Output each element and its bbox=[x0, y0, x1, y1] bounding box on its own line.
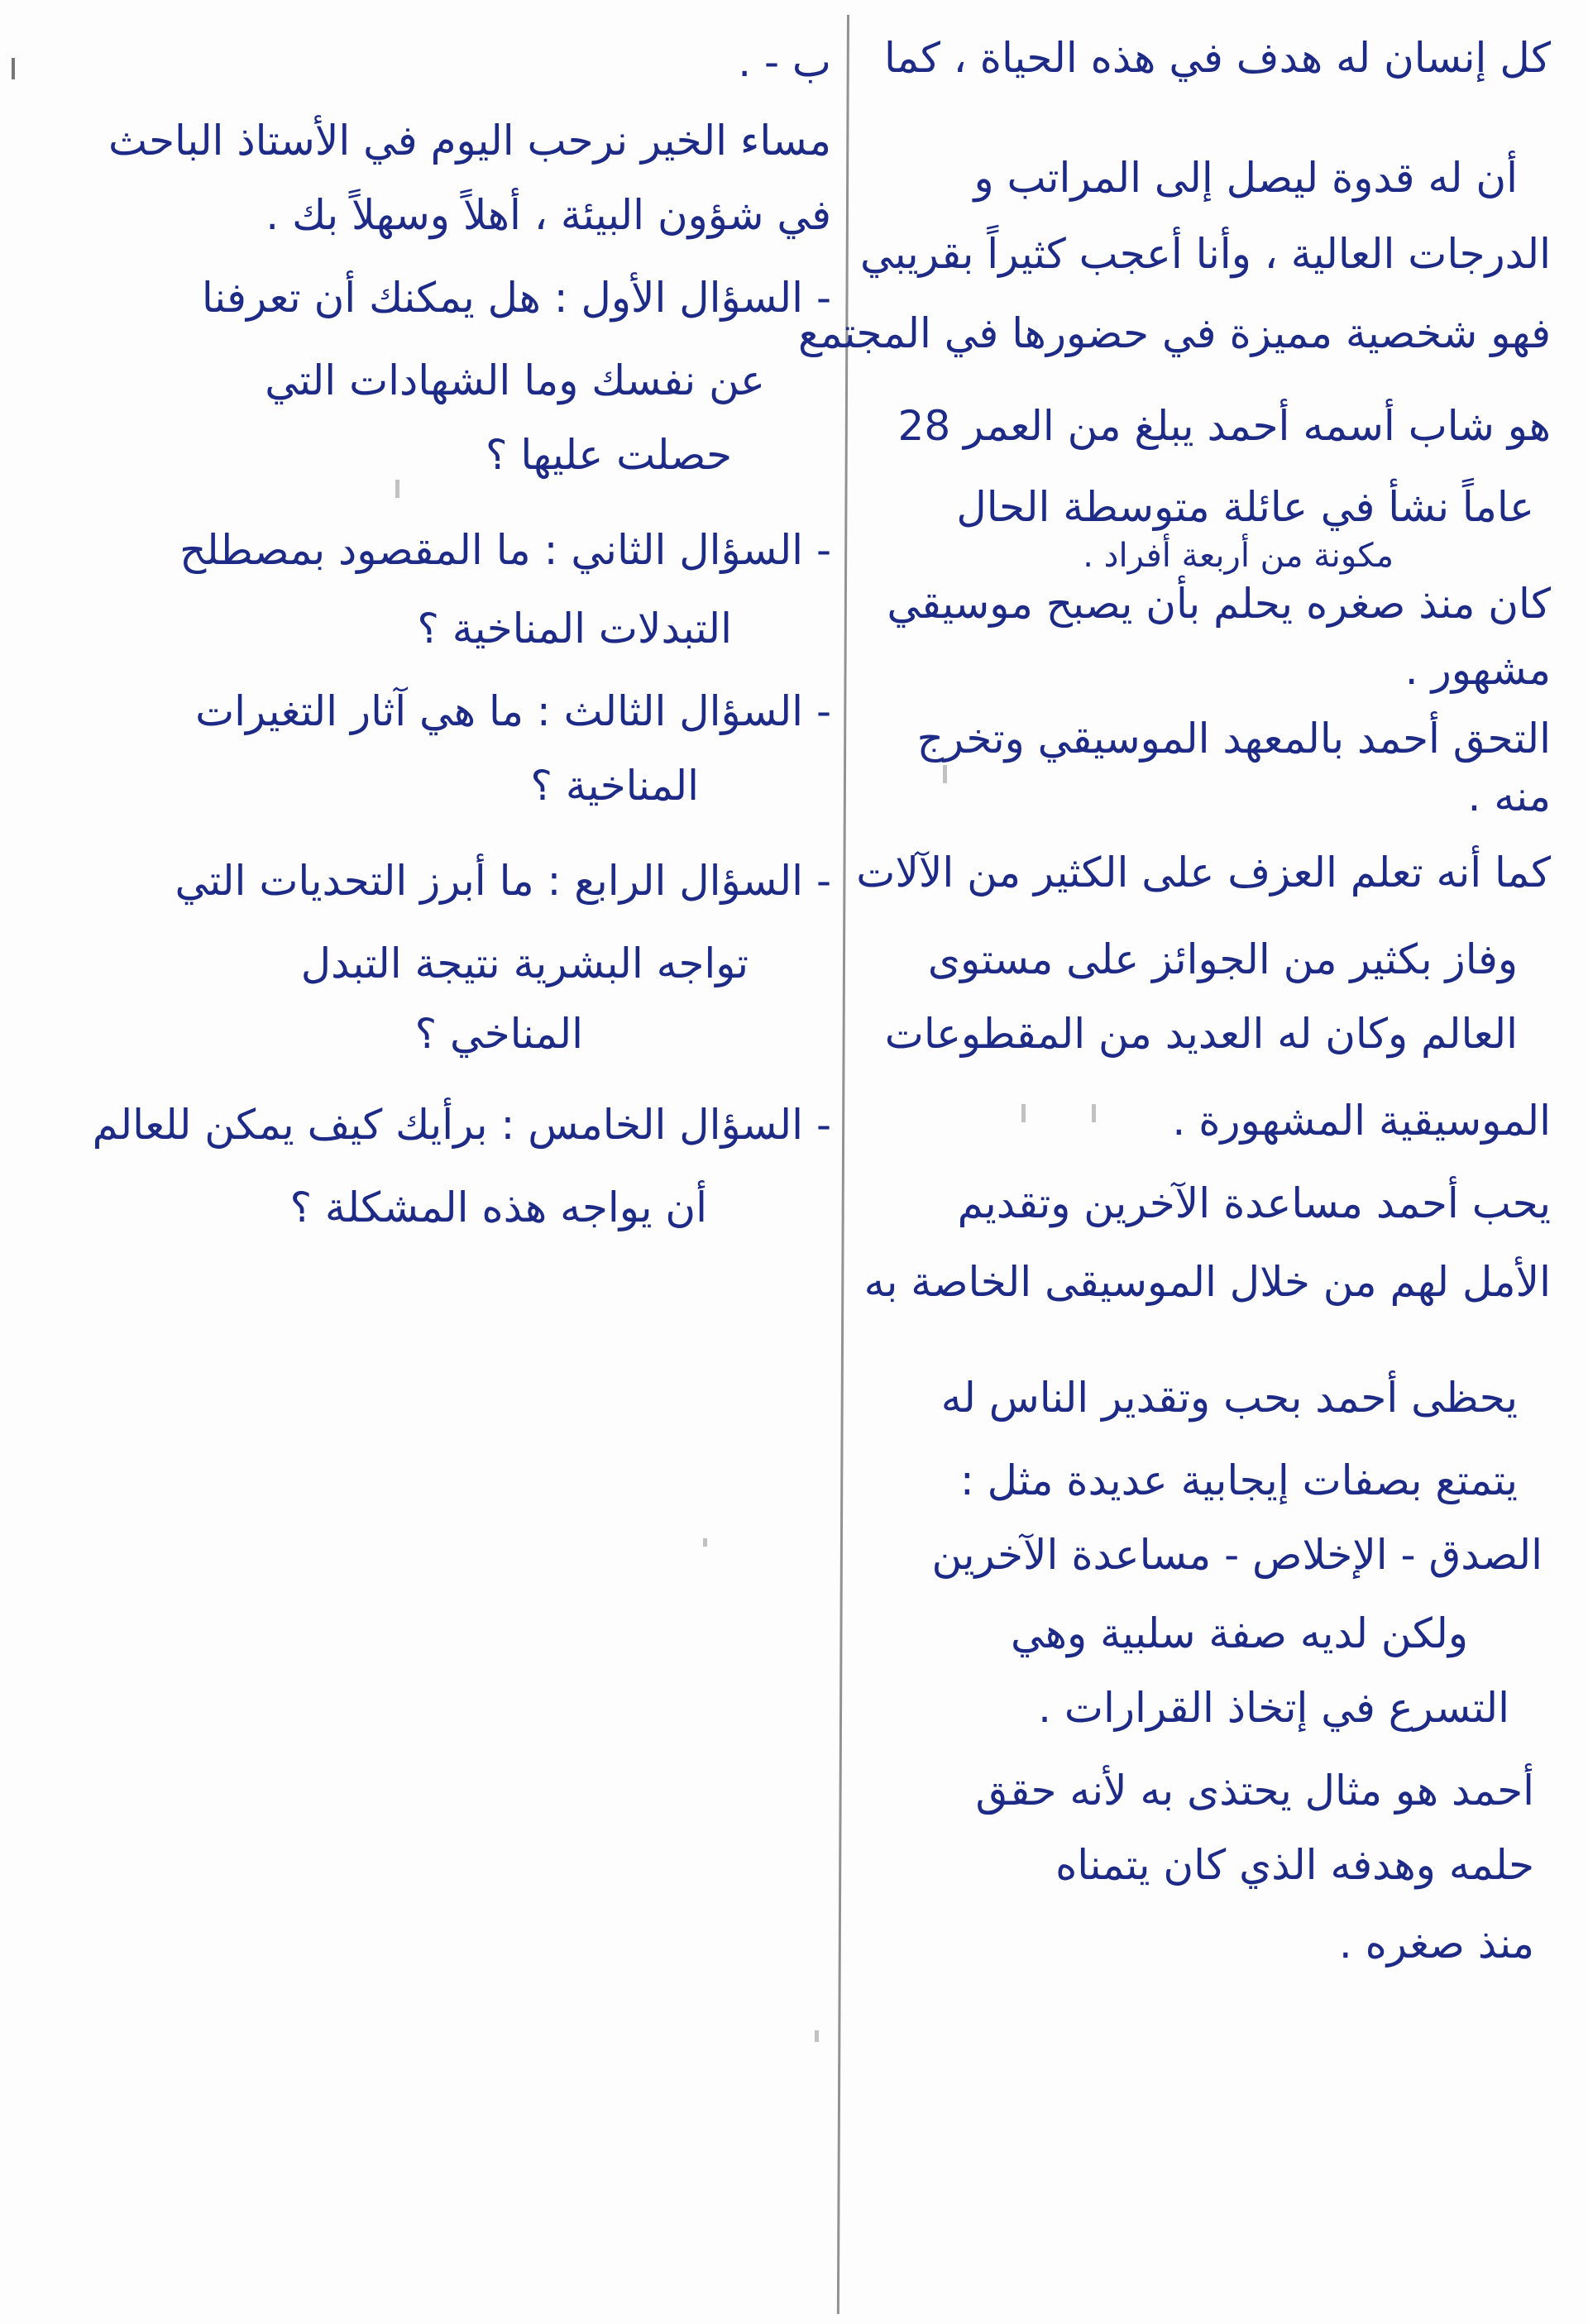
essay-line: التحق أحمد بالمعهد الموسيقي وتخرج bbox=[916, 715, 1551, 763]
question-1-cont: حصلت عليها ؟ bbox=[485, 431, 732, 479]
question-2-cont: التبدلات المناخية ؟ bbox=[417, 605, 732, 653]
question-1-cont: عن نفسك وما الشهادات التي bbox=[265, 356, 765, 404]
essay-line: حلمه وهدفه الذي كان يتمناه bbox=[1055, 1841, 1534, 1889]
essay-line: الأمل لهم من خلال الموسيقى الخاصة به bbox=[863, 1258, 1551, 1306]
question-2: - السؤال الثاني : ما المقصود بمصطلح bbox=[179, 526, 831, 574]
question-3-cont: المناخية ؟ bbox=[530, 762, 699, 810]
essay-line: هو شاب أسمه أحمد يبلغ من العمر 28 bbox=[897, 402, 1551, 450]
essay-line: ولكن لديه صفة سلبية وهي bbox=[1010, 1609, 1468, 1657]
essay-line: يحب أحمد مساعدة الآخرين وتقديم bbox=[957, 1179, 1551, 1227]
essay-line: كل إنسان له هدف في هذه الحياة ، كما bbox=[883, 34, 1551, 82]
essay-line: منذ صغره . bbox=[1338, 1920, 1534, 1968]
paper-speck bbox=[815, 2030, 819, 2042]
essay-line: فهو شخصية مميزة في حضورها في المجتمع bbox=[797, 309, 1551, 357]
essay-line: مكونة من أربعة أفراد . bbox=[1083, 537, 1394, 575]
essay-line: العالم وكان له العديد من المقطوعات bbox=[884, 1010, 1518, 1058]
essay-line: الصدق - الإخلاص - مساعدة الآخرين bbox=[931, 1531, 1543, 1579]
paper-speck bbox=[1092, 1104, 1096, 1122]
essay-line: التسرع في إتخاذ القرارات . bbox=[1038, 1684, 1509, 1732]
interview-intro-line: مساء الخير نرحب اليوم في الأستاذ الباحث bbox=[108, 117, 831, 165]
paper-speck bbox=[395, 480, 399, 498]
essay-line: عاماً نشأ في عائلة متوسطة الحال bbox=[956, 483, 1534, 531]
paper-speck bbox=[703, 1538, 707, 1547]
essay-line: الدرجات العالية ، وأنا أعجب كثيراً بقريبي bbox=[859, 230, 1551, 278]
essay-line: الموسيقية المشهورة . bbox=[1172, 1097, 1551, 1145]
question-5: - السؤال الخامس : برأيك كيف يمكن للعالم bbox=[92, 1101, 831, 1149]
margin-mark bbox=[12, 58, 15, 79]
paper-speck bbox=[1021, 1104, 1026, 1122]
essay-line: منه . bbox=[1467, 772, 1551, 820]
essay-line: وفاز بكثير من الجوائز على مستوى bbox=[927, 935, 1518, 983]
question-4-cont: المناخي ؟ bbox=[414, 1010, 583, 1058]
question-1: - السؤال الأول : هل يمكنك أن تعرفنا bbox=[201, 274, 831, 322]
essay-line: يحظى أحمد بحب وتقدير الناس له bbox=[940, 1374, 1518, 1422]
column-divider bbox=[837, 15, 849, 2314]
essay-line: مشهور . bbox=[1404, 646, 1551, 694]
question-4: - السؤال الرابع : ما أبرز التحديات التي bbox=[175, 857, 831, 905]
question-4-cont: تواجه البشرية نتيجة التبدل bbox=[300, 940, 749, 987]
question-3: - السؤال الثالث : ما هي آثار التغيرات bbox=[195, 687, 831, 735]
section-label: ب - . bbox=[738, 38, 831, 86]
essay-line: أن له قدوة ليصل إلى المراتب و bbox=[973, 154, 1518, 202]
essay-line: أحمد هو مثال يحتذى به لأنه حقق bbox=[975, 1767, 1534, 1815]
essay-line: كان منذ صغره يحلم بأن يصبح موسيقي bbox=[887, 580, 1551, 628]
question-5-cont: أن يواجه هذه المشكلة ؟ bbox=[289, 1184, 707, 1231]
paper-speck bbox=[943, 765, 947, 783]
essay-line: كما أنه تعلم العزف على الكثير من الآلات bbox=[856, 849, 1551, 897]
essay-line: يتمتع بصفات إيجابية عديدة مثل : bbox=[959, 1456, 1518, 1504]
interview-intro-line: في شؤون البيئة ، أهلاً وسهلاً بك . bbox=[265, 191, 831, 239]
